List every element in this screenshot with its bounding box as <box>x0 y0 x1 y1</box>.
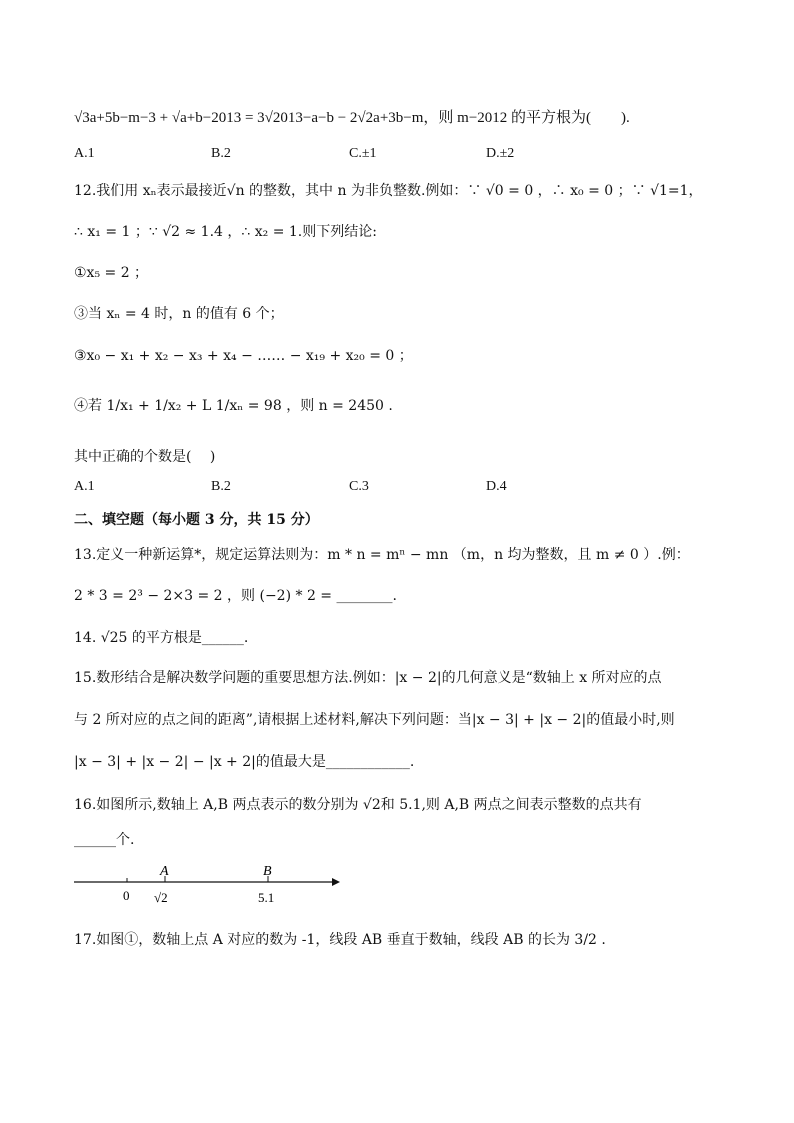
q13-line2: 2 * 3 = 2³ − 2×3 = 2 ，则 (−2) * 2 = ________. <box>74 588 397 604</box>
q12-item3: ③x₀ − x₁ + x₂ − x₃ + x₄ − …… − x₁₉ + x₂₀ = 0 ； <box>74 348 413 364</box>
label-sqrt2: √2 <box>154 890 168 905</box>
q12-option-d: D.4 <box>486 479 507 494</box>
q15-line1: 15.数形结合是解决数学问题的重要思想方法.例如：|x − 2|的几何意义是“数轴上 x 所对应的点 <box>74 670 662 686</box>
section2-heading: 二、填空题（每小题 3 分，共 15 分） <box>74 512 319 528</box>
q12-question: 其中正确的个数是( ) <box>74 449 216 465</box>
label-5-1: 5.1 <box>258 890 275 905</box>
q12-option-a: A.1 <box>74 479 95 494</box>
q14-line1: 14. √25 的平方根是______. <box>74 630 249 646</box>
label-b: B <box>263 864 272 879</box>
q12-item2: ③当 xₙ = 4 时，n 的值有 6 个； <box>74 306 284 322</box>
q12-stem-line1: 12.我们用 xₙ表示最接近√n 的整数，其中 n 为非负整数.例如：∵ √0 = 0 ，∴ x₀ = 0 ；∵ √1=1， <box>74 183 703 199</box>
q17-line1: 17.如图①，数轴上点 A 对应的数为 -1，线段 AB 垂直于数轴，线段 AB 的长为 3/2 . <box>74 932 606 948</box>
number-line-figure <box>74 862 344 912</box>
q12-option-c: C.3 <box>349 479 369 494</box>
q15-line3: |x − 3| + |x − 2| − |x + 2|的值最大是____________. <box>74 754 415 770</box>
number-line-arrow <box>332 878 340 886</box>
q11-option-d: D.±2 <box>486 146 515 161</box>
q12-item4: ④若 1/x₁ + 1/x₂ + L 1/xₙ = 98 ，则 n = 2450 . <box>74 398 393 414</box>
q16-line2: ______个. <box>74 832 135 848</box>
q12-option-b: B.2 <box>211 479 231 494</box>
q11-option-a: A.1 <box>74 146 95 161</box>
q12-item1: ①x₅ = 2 ； <box>74 265 149 281</box>
q11-equation: √3a+5b−m−3 + √a+b−2013 = 3√2013−a−b − 2√2a+3b−m，则 m−2012 的平方根为( ). <box>74 110 630 126</box>
q15-line2: 与 2 所对应的点之间的距离”,请根据上述材料,解决下列问题：当|x − 3| + |x − 2|的值最小时,则 <box>74 712 675 728</box>
q11-option-c: C.±1 <box>349 146 377 161</box>
label-zero: 0 <box>123 888 130 903</box>
label-a: A <box>160 864 169 879</box>
q12-stem-line2: ∴ x₁ = 1 ；∵ √2 ≈ 1.4 ，∴ x₂ = 1.则下列结论: <box>74 224 377 240</box>
q13-line1: 13.定义一种新运算*，规定运算法则为：m * n = mⁿ − mn （m，n 均为整数，且 m ≠ 0 ）.例： <box>74 547 690 563</box>
q11-option-b: B.2 <box>211 146 231 161</box>
q16-line1: 16.如图所示,数轴上 A,B 两点表示的数分别为 √2和 5.1,则 A,B 两点之间表示整数的点共有 <box>74 797 642 813</box>
